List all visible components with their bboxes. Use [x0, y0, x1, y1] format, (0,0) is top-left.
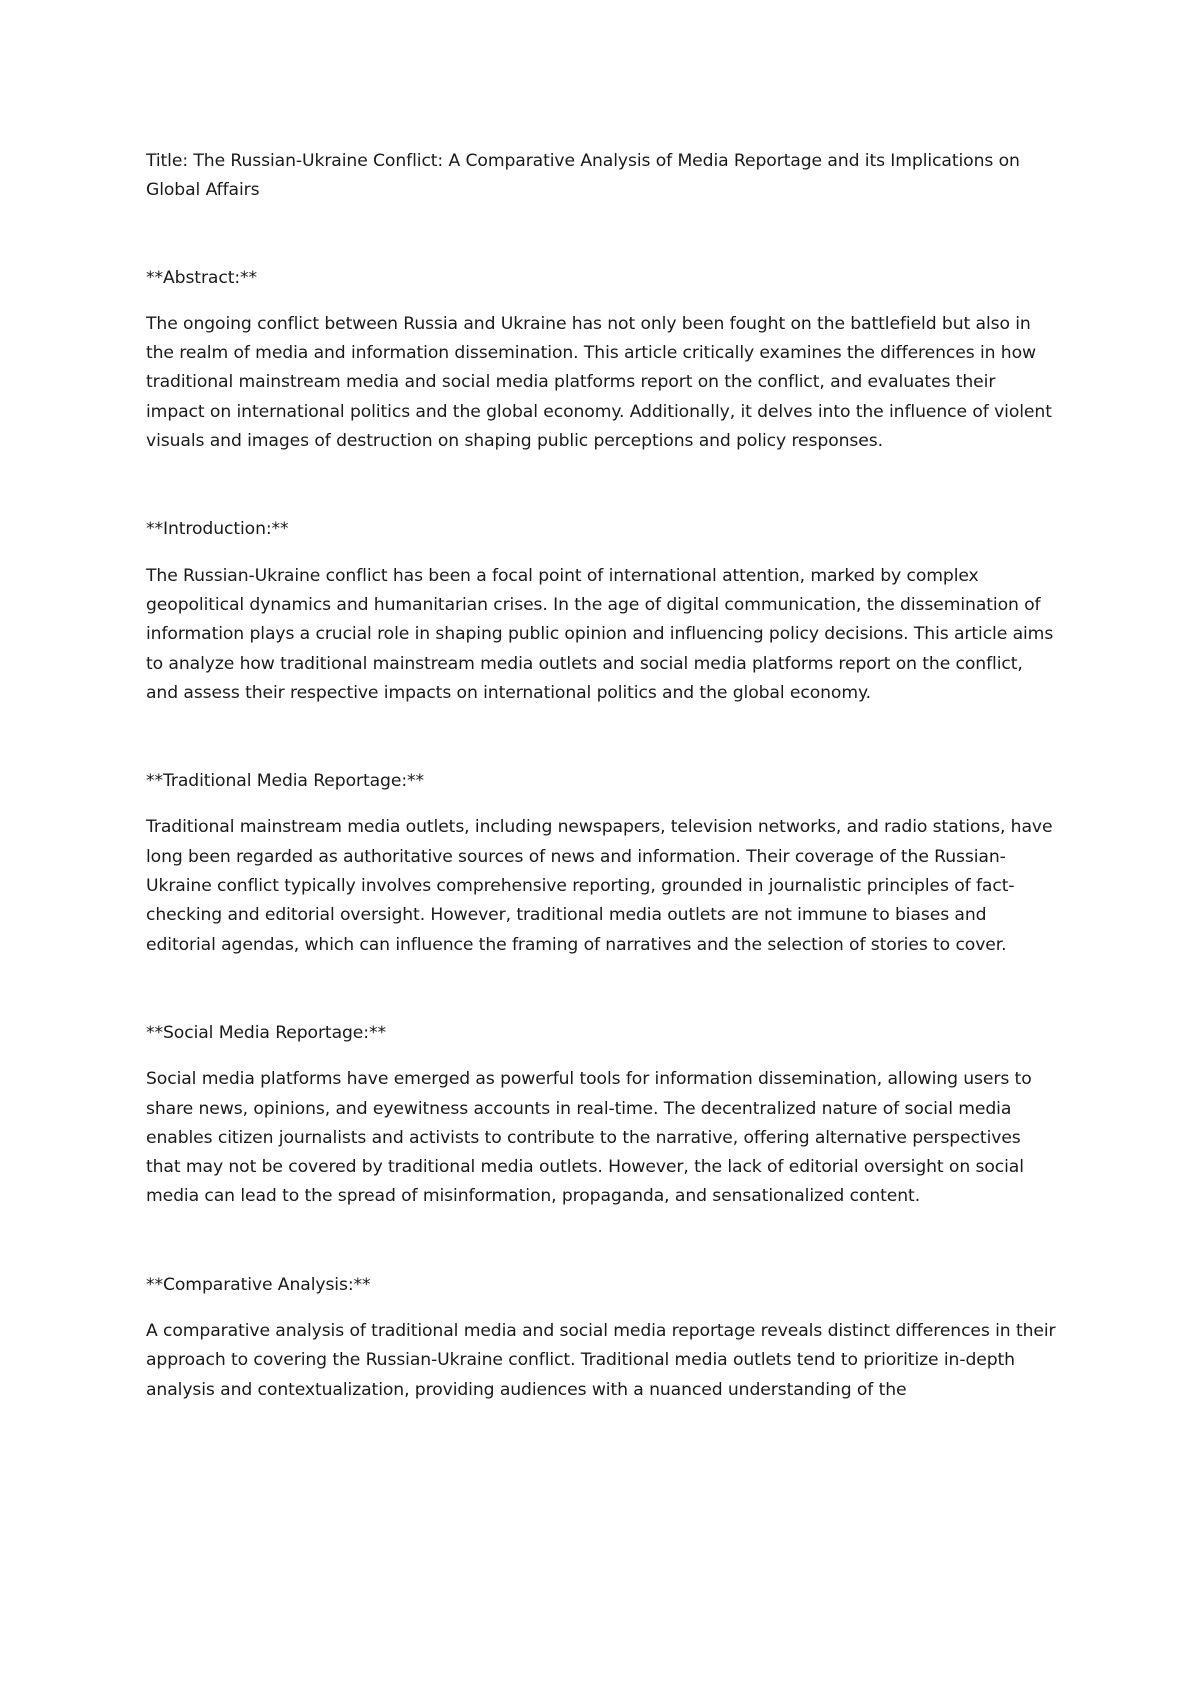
document-title: Title: The Russian-Ukraine Conflict: A Comparative Analysis of Media Reportage and its Implications on Global Affairs: [146, 151, 1020, 201]
section-body-abstract: The ongoing conflict between Russia and Ukraine has not only been fought on the battlefield but also in the realm of media and information dissemination. This article critically examines the differences in how traditional mainstream media and social media platforms report on the conflict, and evaluates their impact on international politics and the global economy. Additionally, it delves into the influence of violent visuals and images of destruction on shaping public perceptions and policy responses.: [146, 313, 1052, 452]
section-heading-abstract: **Abstract:**: [146, 267, 258, 288]
section-body-comparative-analysis: A comparative analysis of traditional media and social media reportage reveals distinct differences in their approach to covering the Russian-Ukraine conflict. Traditional media outlets tend to prioritize in-depth analysis and contextualization, providing audiences with a nuanced understanding of the: [146, 1321, 1056, 1400]
section-heading-social-media: **Social Media Reportage:**: [146, 1022, 386, 1043]
section-body-social-media: Social media platforms have emerged as powerful tools for information dissemination, allowing users to share news, opinions, and eyewitness accounts in real-time. The decentralized nature of social media enables citizen journalists and activists to contribute to the narrative, offering alternative perspectives that may not be covered by traditional media outlets. However, the lack of editorial oversight on social media can lead to the spread of misinformation, propaganda, and sensationalized content.: [146, 1069, 1032, 1207]
document-body: [146, 147, 1056, 1405]
section-body-traditional-media: Traditional mainstream media outlets, including newspapers, television networks, and radio stations, have long been regarded as authoritative sources of news and information. Their coverage of the Russian-Ukraine conflict typically involves comprehensive reporting, grounded in journalistic principles of fact-checking and editorial oversight. However, traditional media outlets are not immune to biases and editorial agendas, which can influence the framing of narratives and the selection of stories to cover.: [146, 817, 1053, 955]
section-heading-introduction: **Introduction:**: [146, 519, 289, 540]
section-body-introduction: The Russian-Ukraine conflict has been a focal point of international attention, marked by complex geopolitical dynamics and humanitarian crises. In the age of digital communication, the dissemination of information plays a crucial role in shaping public opinion and influencing policy decisions. This article aims to analyze how traditional mainstream media outlets and social media platforms report on the conflict, and assess their respective impacts on international politics and the global economy.: [146, 565, 1054, 703]
section-heading-traditional-media: **Traditional Media Reportage:**: [146, 771, 424, 792]
section-heading-comparative-analysis: **Comparative Analysis:**: [146, 1274, 371, 1295]
